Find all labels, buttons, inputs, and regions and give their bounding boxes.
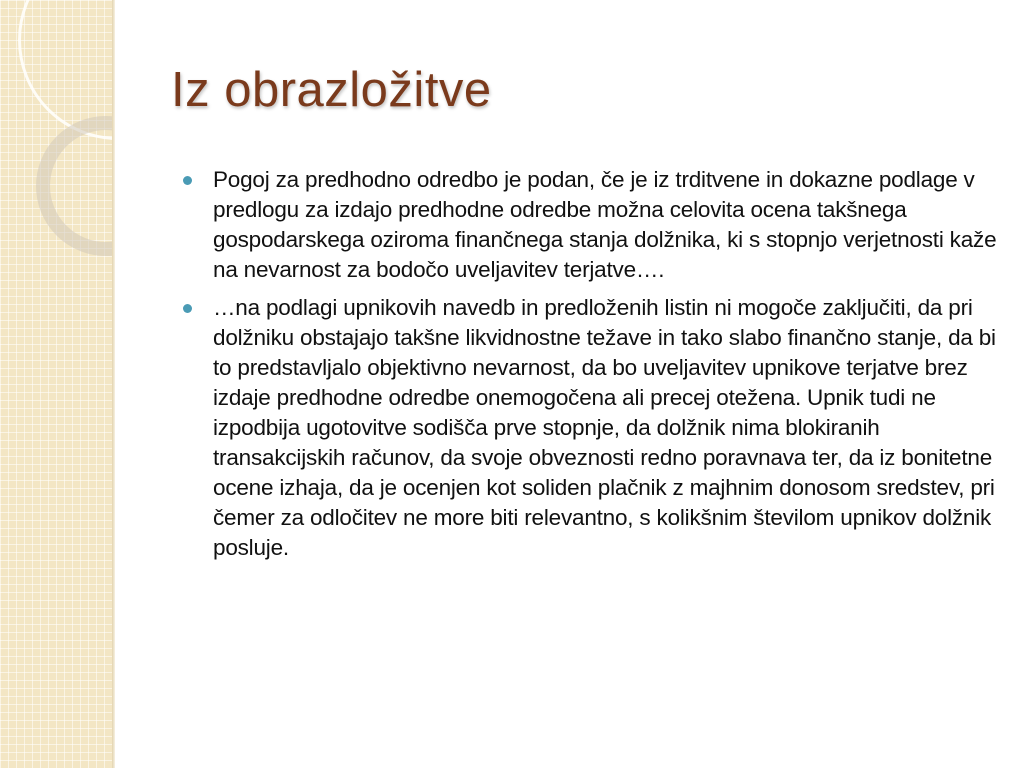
slide-title: Iz obrazložitve [171,63,492,117]
side-band-edge [112,0,115,768]
bullet-dot-icon [183,304,192,313]
bullet-dot-icon [183,176,192,185]
bullet-list [183,165,998,571]
decorative-ring-middle [36,116,112,256]
bullet-text: Pogoj za predhodno odredbo je podan, če je iz trditvene in dokazne podlage v predlogu za izdajo predhodne odredbe možna celovita ocena takšnega gospodarskega oziroma finančnega stanja dolžnika, ki s stopnjo verjetnosti kaže na nevarnost za bodočo uveljavitev terjatve…. [213,167,997,282]
bullet-item [183,165,998,285]
decorative-side-band [0,0,112,768]
bullet-text: …na podlagi upnikovih navedb in predloženih listin ni mogoče zaključiti, da pri dolžniku obstajajo takšne likvidnostne težave in tako slabo finančno stanje, da bi to predstavljalo objektivno nevarnost, da bo uveljavitev upnikove terjatve brez izdaje predhodne odredbe onemogočena ali precej otežena. Upnik tudi ne izpodbija ugotovitve sodišča prve stopnje, da dolžnik nima blokiranih transakcijskih računov, da svoje obveznosti redno poravnava ter, da iz bonitetne ocene izhaja, da je ocenjen kot soliden plačnik z majhnim donosom sredstev, pri čemer za odločitev ne more biti relevantno, s kolikšnim številom upnikov dolžnik posluje. [213,295,996,560]
bullet-item [183,293,998,563]
